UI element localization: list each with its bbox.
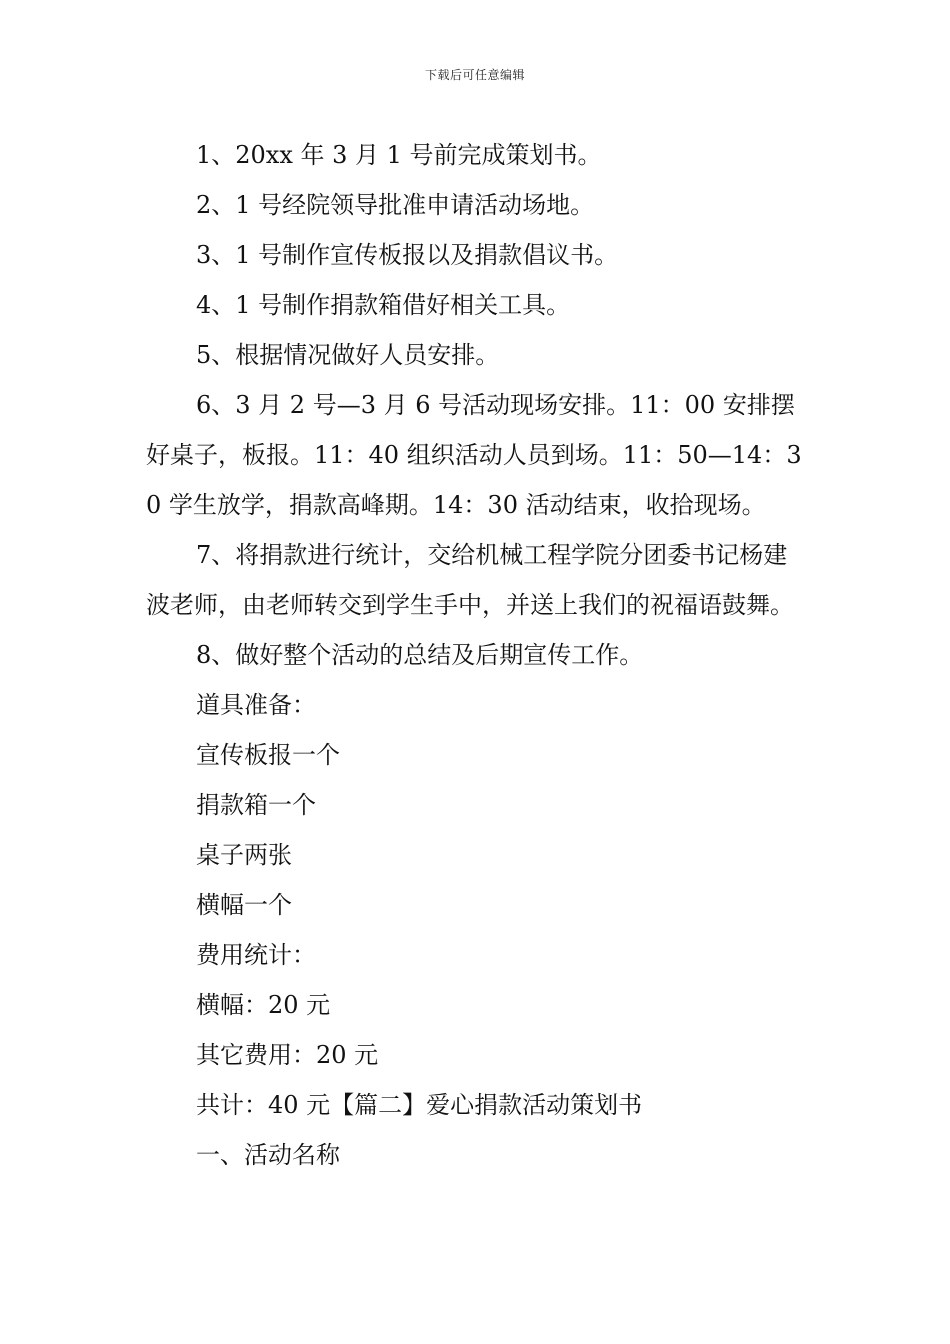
paragraph-step-1: 1、20xx 年 3 月 1 号前完成策划书。 — [196, 141, 602, 169]
cost-item-banner: 横幅：20 元 — [196, 991, 331, 1019]
props-item-tables: 桌子两张 — [196, 841, 292, 869]
props-item-board: 宣传板报一个 — [196, 741, 340, 769]
section-heading-activity-name: 一、活动名称 — [196, 1141, 340, 1169]
cost-total-and-section-title: 共计：40 元【篇二】爱心捐款活动策划书 — [196, 1091, 643, 1119]
paragraph-step-3: 3、1 号制作宣传板报以及捐款倡议书。 — [196, 241, 619, 269]
paragraph-step-6: 6、3 月 2 号—3 月 6 号活动现场安排。11：00 安排摆好桌子，板报。11：40 组织活动人员到场。11：50—14：30 学生放学，捐款高峰期。14：30 活动结束，收拾现场。 — [146, 391, 802, 519]
paragraph-step-5: 5、根据情况做好人员安排。 — [196, 341, 500, 369]
paragraph-step-8: 8、做好整个活动的总结及后期宣传工作。 — [196, 641, 644, 669]
paragraph-step-7: 7、将捐款进行统计，交给机械工程学院分团委书记杨建波老师，由老师转交到学生手中，并送上我们的祝福语鼓舞。 — [146, 541, 794, 619]
paragraph-step-2: 2、1 号经院领导批准申请活动场地。 — [196, 191, 595, 219]
props-heading: 道具准备： — [196, 691, 316, 719]
page-header: 下载后可任意编辑 — [424, 68, 525, 82]
cost-heading: 费用统计： — [196, 941, 316, 969]
props-item-box: 捐款箱一个 — [196, 791, 316, 819]
cost-item-other: 其它费用：20 元 — [196, 1041, 379, 1069]
document-body — [146, 130, 806, 1180]
props-item-banner: 横幅一个 — [196, 891, 292, 919]
paragraph-step-4: 4、1 号制作捐款箱借好相关工具。 — [196, 291, 571, 319]
